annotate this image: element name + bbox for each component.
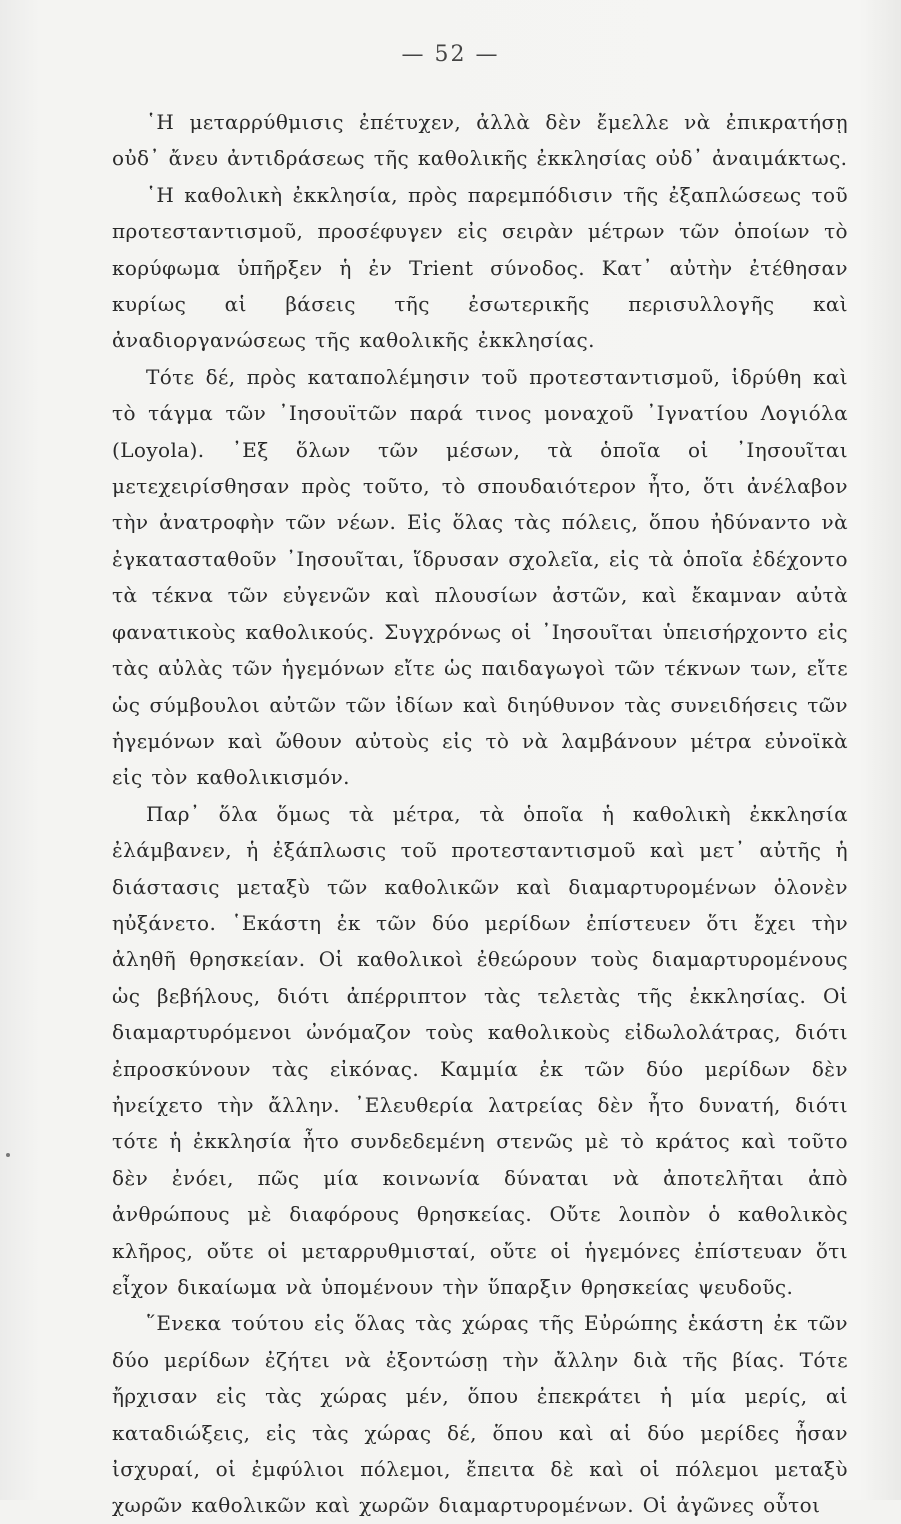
- paragraph-reformation-success: ῾Η μεταρρύθμισις ἐπέτυχεν, ἀλλὰ δὲν ἔμελλε νὰ ἐπικρατήσῃ οὐδ᾽ ἄνευ ἀντιδράσεως τῆς καθολικῆς ἐκκλησίας οὐδ᾽ ἀναιμάκτως.: [112, 110, 848, 171]
- paragraph-religious-division: Παρ᾽ ὅλα ὅμως τὰ μέτρα, τὰ ὁποῖα ἡ καθολικὴ ἐκκλησία ἐλάμβανεν, ἡ ἐξάπλωσις τοῦ προτεσταντισμοῦ καὶ μετ᾽ αὐτῆς ἡ διάστασις μεταξὺ τῶν καθολικῶν καὶ διαμαρτυρομένων ὁλονὲν ηὐξάνετο. ῾Εκάστη ἐκ τῶν δύο μερίδων ἐπίστευεν ὅτι ἔχει τὴν ἀληθῆ θρησκείαν. Οἱ καθολικοὶ ἐθεώρουν τοὺς διαμαρτυρομένους ὡς βεβήλους, διότι ἀπέρριπτον τὰς τελετὰς τῆς ἐκκλησίας. Οἱ διαμαρτυρόμενοι ὠνόμαζον τοὺς καθολικοὺς εἰδωλολάτρας, διότι ἐπροσκύνουν τὰς εἰκόνας. Καμμία ἐκ τῶν δύο μερίδων δὲν ἠνείχετο τὴν ἄλλην. ᾽Ελευθερία λατρείας δὲν ἦτο δυνατή, διότι τότε ἡ ἐκκλησία ἦτο συνδεδεμένη στενῶς μὲ τὸ κράτος καὶ τοῦτο δὲν ἐνόει, πῶς μία κοινωνία δύναται νὰ ἀποτελῆται ἀπὸ ἀνθρώπους μὲ διαφόρους θρησκείας. Οὔτε λοιπὸν ὁ καθολικὸς κλῆρος, οὔτε οἱ μεταρρυθμισταί, οὔτε οἱ ἡγεμόνες ἐπίστευαν ὅτι εἶχον δικαίωμα νὰ ὑπομένουν τὴν ὕπαρξιν θρησκείας ψευδοῦς.: [112, 801, 848, 1299]
- paragraph-persecutions-wars: ῞Ενεκα τούτου εἰς ὅλας τὰς χώρας τῆς Εὐρώπης ἑκάστη ἐκ τῶν δύο μερίδων ἐζήτει νὰ ἐξοντώσῃ τὴν ἄλλην διὰ τῆς βίας. Τότε ἤρχισαν εἰς τὰς χώρας μέν, ὅπου ἐπεκράτει ἡ μία μερίς, αἱ καταδιώξεις, εἰς τὰς χώρας δέ, ὅπου καὶ αἱ δύο μερίδες ἦσαν ἰσχυραί, οἱ ἐμφύλιοι πόλεμοι, ἔπειτα δὲ καὶ οἱ πόλεμοι μεταξὺ χωρῶν καθολικῶν καὶ χωρῶν διαμαρτυρομένων. Οἱ ἀγῶνες οὗτοι: [112, 1311, 848, 1518]
- paragraph-catholic-church-trient: ῾Η καθολικὴ ἐκκλησία, πρὸς παρεμπόδισιν τῆς ἐξαπλώσεως τοῦ προτεσταντισμοῦ, προσέφυγεν εἰς σειρὰν μέτρων τῶν ὁποίων τὸ κορύφωμα ὑπῆρξεν ἡ ἐν Trient σύνοδος. Κατ᾽ αὐτὴν ἐτέθησαν κυρίως αἱ βάσεις τῆς ἐσωτερικῆς περισυλλογῆς καὶ ἀναδιοργανώσεως τῆς καθολικῆς ἐκκλησίας.: [112, 182, 848, 353]
- margin-speck: [6, 1153, 10, 1157]
- body-text: [112, 104, 848, 1524]
- paragraph-jesuits: Τότε δέ, πρὸς καταπολέμησιν τοῦ προτεσταντισμοῦ, ἱδρύθη καὶ τὸ τάγμα τῶν ᾽Ιησουϊτῶν παρά τινος μοναχοῦ ᾽Ιγνατίου Λογιόλα (Loyola). ᾽Εξ ὅλων τῶν μέσων, τὰ ὁποῖα οἱ ᾽Ιησουῖται μετεχειρίσθησαν πρὸς τοῦτο, τὸ σπουδαιότερον ἦτο, ὅτι ἀνέλαβον τὴν ἀνατροφὴν τῶν νέων. Εἰς ὅλας τὰς πόλεις, ὅπου ἠδύναντο νὰ ἐγκατασταθοῦν ᾽Ιησουῖται, ἵδρυσαν σχολεῖα, εἰς τὰ ὁποῖα ἐδέχοντο τὰ τέκνα τῶν εὐγενῶν καὶ πλουσίων ἀστῶν, καὶ ἔκαμναν αὐτὰ φανατικοὺς καθολικούς. Συγχρόνως οἱ ᾽Ιησουῖται ὑπεισήρχοντο εἰς τὰς αὐλὰς τῶν ἡγεμόνων εἴτε ὡς παιδαγωγοὶ τῶν τέκνων των, εἴτε ὡς σύμβουλοι αὐτῶν τῶν ἰδίων καὶ διηύθυνον τὰς συνειδήσεις τῶν ἡγεμόνων καὶ ὤθουν αὐτοὺς εἰς τὸ νὰ λαμβάνουν μέτρα εὐνοϊκὰ εἰς τὸν καθολικισμόν.: [112, 364, 848, 790]
- page-number: — 52 —: [401, 42, 500, 67]
